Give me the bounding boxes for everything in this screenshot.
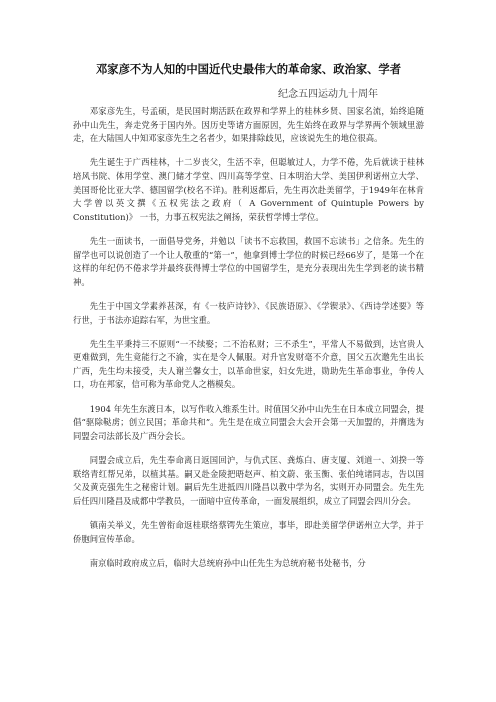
paragraph: 先生诞生于广西桂林，十二岁丧父，生活不幸，但聪敏过人，力学不倦，先后就读于桂林培风书院、体用学堂、澳门储才学堂、四川高等学堂、日本明治大学、美国伊利诺州立大学、美国哥伦比亚大学、德国留学(校名不详)。胜利返都后，先生再次赴美留学，于1949年在林肯大学曾以英文撰《五权宪法之政府（ A Government of Quintuple Powers by Constitution)》 一书，力事五权宪法之阐扬，荣获哲学博士学位。 <box>73 157 424 222</box>
paragraph: 1904 年先生东渡日本，以写作收入维系生计。时值国父孙中山先生在日本成立同盟会，提倡“驱除鞑虏；创立民国；革命共和”。先生是在成立同盟会大会开会第一天加盟的，并膺选为同盟会司法部长及广西分会长。 <box>73 403 424 441</box>
paragraph: 南京临时政府成立后，临时大总统府孙中山任先生为总统府秘书处秘书，分 <box>89 557 366 568</box>
document-subtitle: 纪念五四运动九十周年 <box>278 89 378 100</box>
paragraph: 同盟会成立后，先生奉命离日返国回沪，与仇式匡、龚炼白、唐支厦、刘道一、刘揆一等联络青红帮兄弟，以植其基。嗣又赴金陵把晤赵声、柏文蔚、张玉衡、张伯纯诸同志，告以国父及黄克强先生之秘密计划。嗣后先生进抵四川隆昌以教中学为名，实则开办同盟会。先生先后任四川隆昌及成都中学教员，一面暗中宣传革命，一面发展组织，成立了同盟会四川分会。 <box>73 455 424 506</box>
document-title: 邓家彦不为人知的中国近代史最伟大的革命家、政治家、学者 <box>95 62 402 76</box>
paragraph: 先生一面读书，一面倡导党务，并勉以「读书不忘救国，救国不忘读书」之信条。先生的留学也可以说创造了一个让人敬重的“第一”，他拿到博士学位的时候已经66岁了，是第一个在这样的年纪仍不倦求学并最终获得博士学位的中国留学生，是充分表现出先生学到老的读书精神。 <box>73 235 424 287</box>
paragraph: 镇南关举义，先生曾衔命返桂联络蔡锷先生策应，事毕，即赴美留学伊诺州立大学，并于侨胞间宣传革命。 <box>73 520 424 544</box>
paragraph: 邓家彦先生，号孟硕，是民国时期活跃在政界和学界上的桂林乡贤、国家名流，始终追随孙中山先生，奔走党务于国内外。因历史等诸方面原因，先生始终在政界与学界两个领域里游走，在大陆国人中知邓家彦先生之名者少，如果排除歧见，应该说先生的地位很高。 <box>73 106 424 144</box>
paragraph: 先生于中国文学素养甚深，有《一枝庐诗钞》、《民族语原》、《学锲录》、《西诗学述要》等行世，于书法亦追踪右军，为世宝重。 <box>73 300 424 325</box>
paragraph: 先生生平秉持三不原则“一不续娶；二不治私财；三不杀生”，平常人不易做到，达官贵人更难做到，先生竟能行之不渝，实在是令人佩服。对升官发财毫不介意，国父五次邀先生出长广西，先生均未接受，夫人谢兰馨女士，以革命世家，妇女先进，勋助先生革命事业，争传人口，功在邦家，信可称为革命党人之楷模矣。 <box>73 338 424 390</box>
